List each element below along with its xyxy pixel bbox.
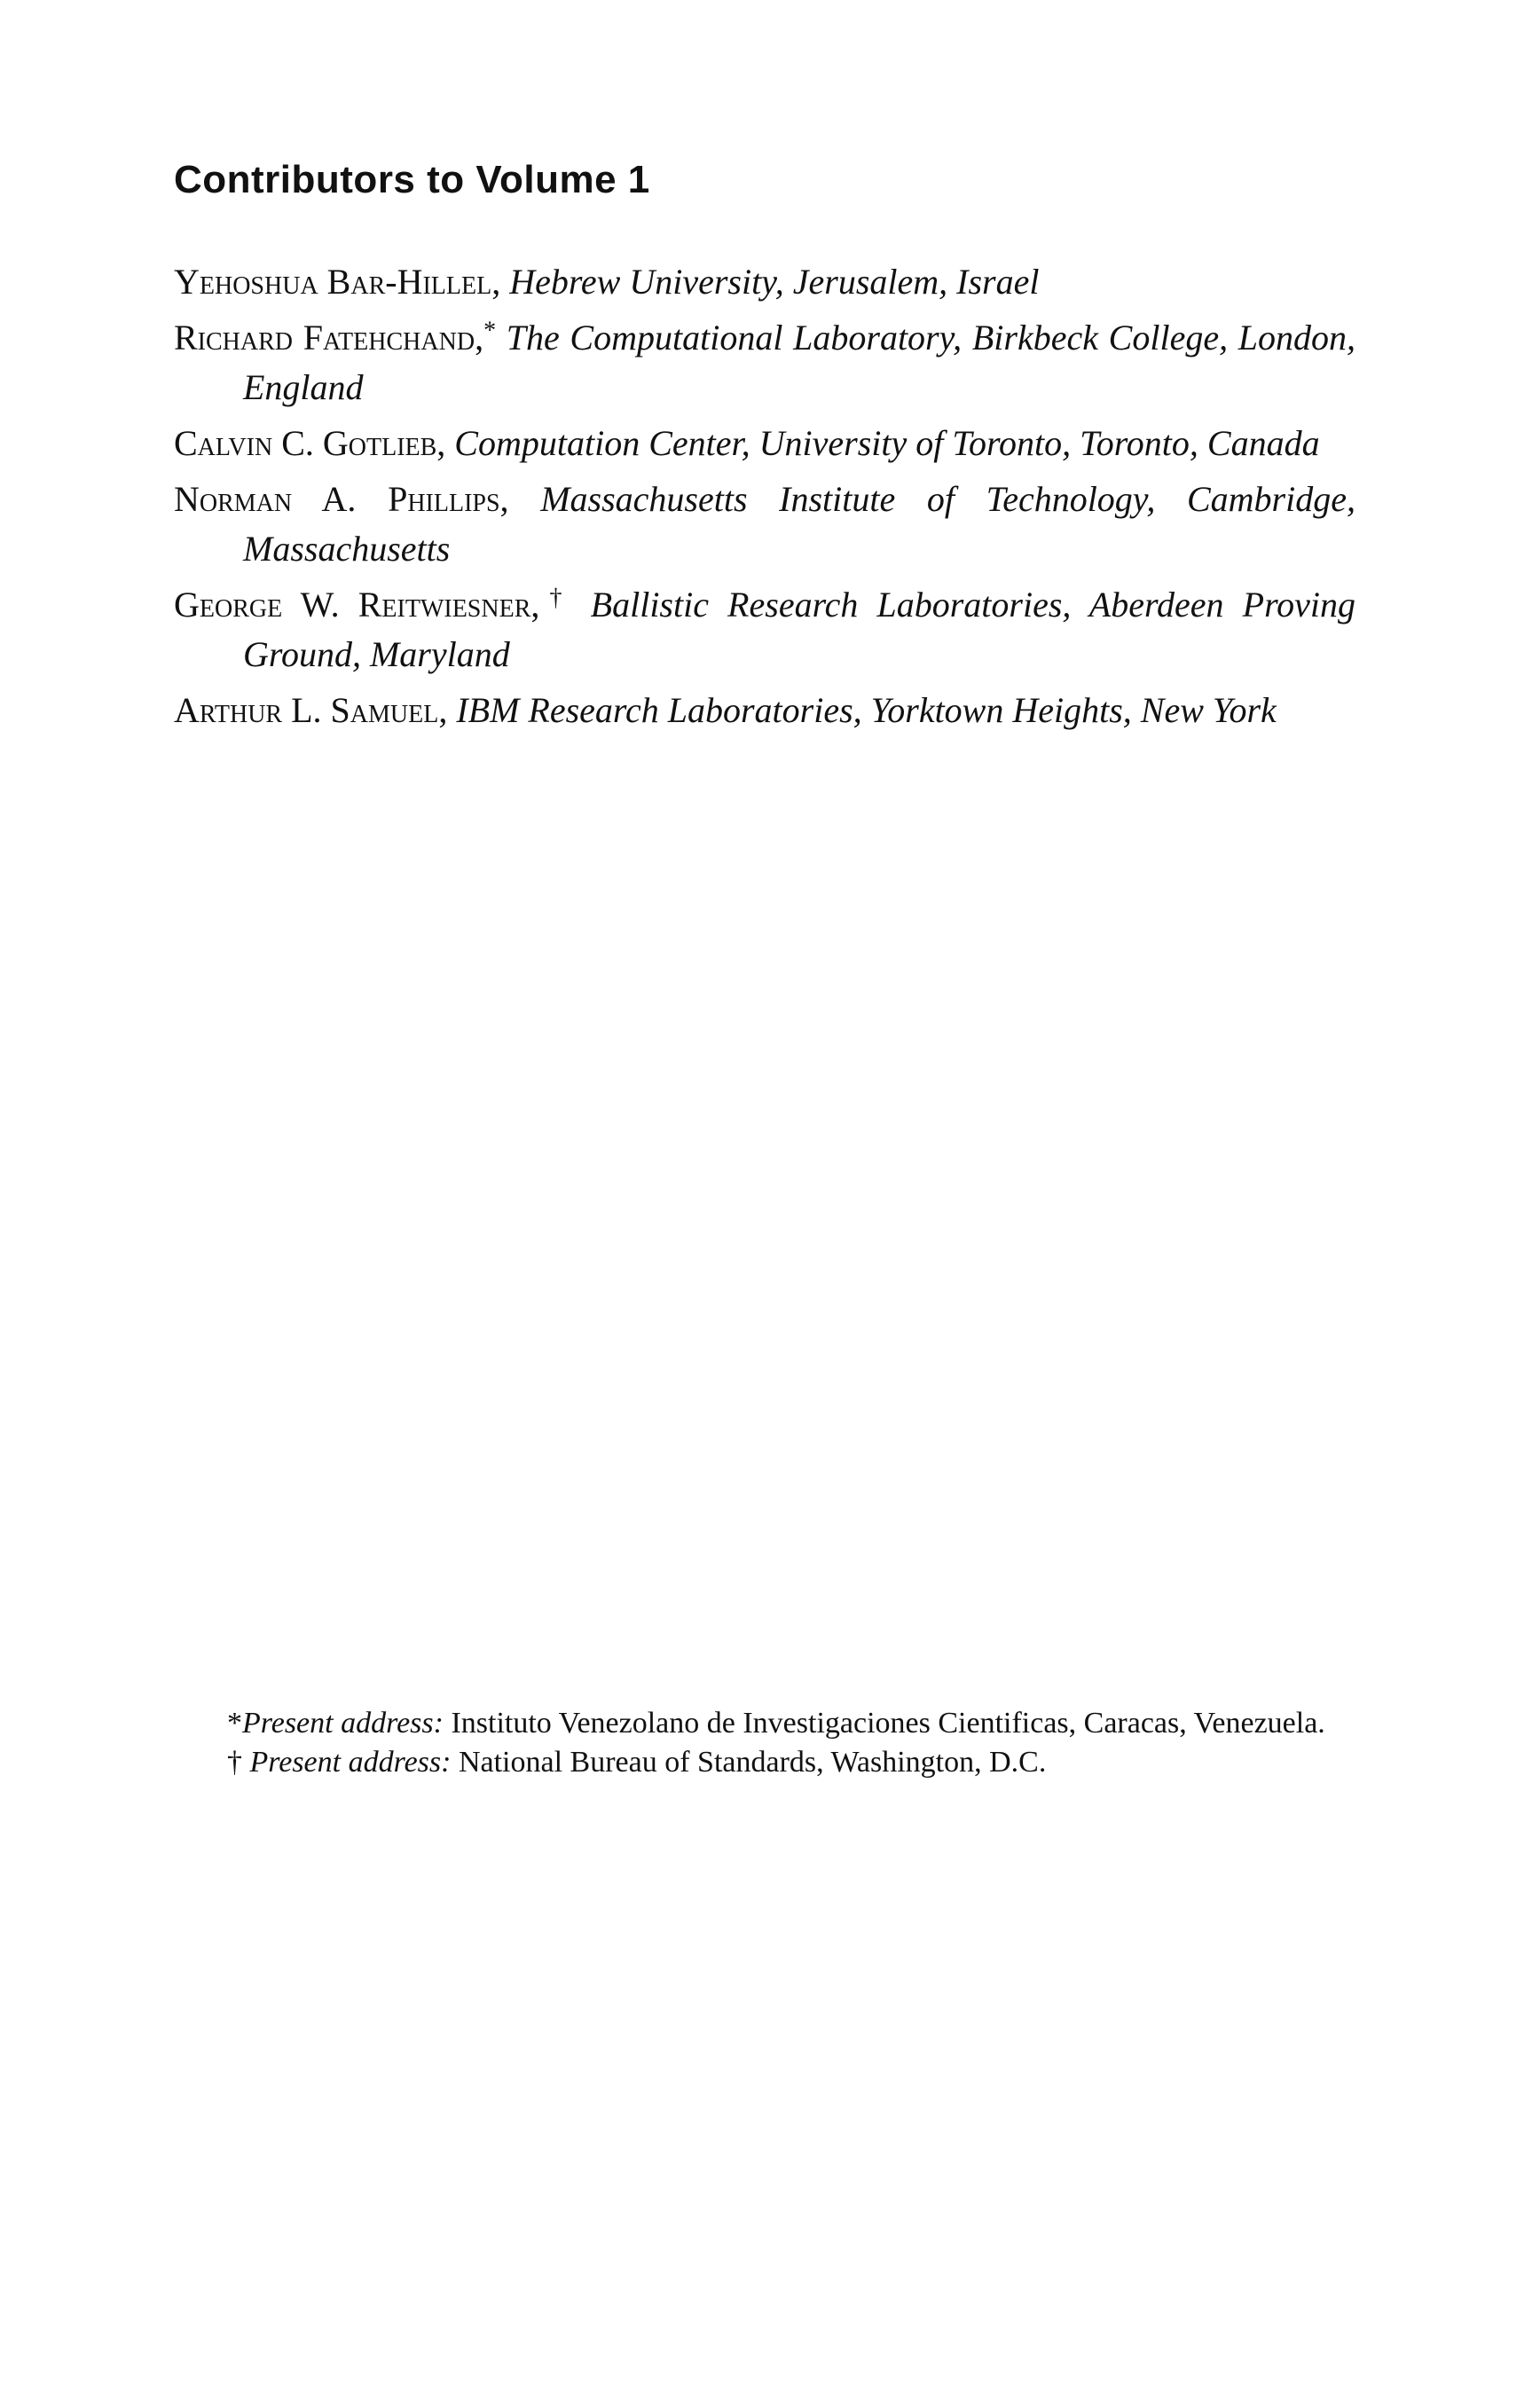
footnote-marker: † [539,584,572,612]
contributor-list [174,257,1355,742]
contributor-entry [174,686,1355,735]
contributor-affiliation: Computation Center, University of Toronto, Toronto, Canada [454,423,1320,463]
contributor-affiliation: Ballistic Research Laboratories, Aberdeen Proving Ground, Maryland [243,585,1356,674]
contributor-entry [174,419,1355,468]
contributor-separator: , [438,690,457,730]
contributor-separator: , [475,318,484,357]
footnote-marker: * [483,317,497,345]
footnote [174,1704,1355,1743]
footnote-text: Instituto Venezolano de Investigaciones Cientificas, Caracas, Venezuela. [451,1707,1325,1740]
footnote-label: Present address: [249,1746,452,1779]
footnote-symbol: † [227,1746,242,1779]
footnote-text: National Bureau of Standards, Washington, D.C. [458,1746,1047,1779]
contributor-name: Arthur L. Samuel [174,690,439,730]
footnote-label: Present address: [242,1707,444,1740]
contributor-entry [174,257,1355,307]
footnotes [174,1704,1355,1782]
contributor-name: Richard Fatehchand [174,318,475,357]
contributor-entry [174,475,1355,574]
contributor-entry [174,313,1355,412]
contributor-affiliation: Hebrew University, Jerusalem, Israel [509,262,1040,302]
footnote-symbol: * [227,1707,242,1740]
contributor-name: Calvin C. Gotlieb [174,423,437,463]
contributor-separator: , [491,262,510,302]
contributor-affiliation: IBM Research Laboratories, Yorktown Heights, New York [456,690,1277,730]
contributor-affiliation: Massachusetts Institute of Technology, Cambridge, Massachusetts [243,479,1355,569]
contributor-separator: , [530,585,540,624]
contributor-name: George W. Reitwiesner [174,585,531,624]
contributor-name: Norman A. Phillips [174,479,500,519]
contributor-separator: , [499,479,541,519]
contributor-entry [174,580,1355,679]
page-title: Contributors to Volume 1 [174,158,650,201]
contributor-affiliation: The Computational Laboratory, Birkbeck College, London, England [243,318,1356,407]
contributor-name: Yehoshua Bar-Hillel [174,262,492,302]
footnote [174,1743,1355,1782]
contributor-separator: , [436,423,455,463]
